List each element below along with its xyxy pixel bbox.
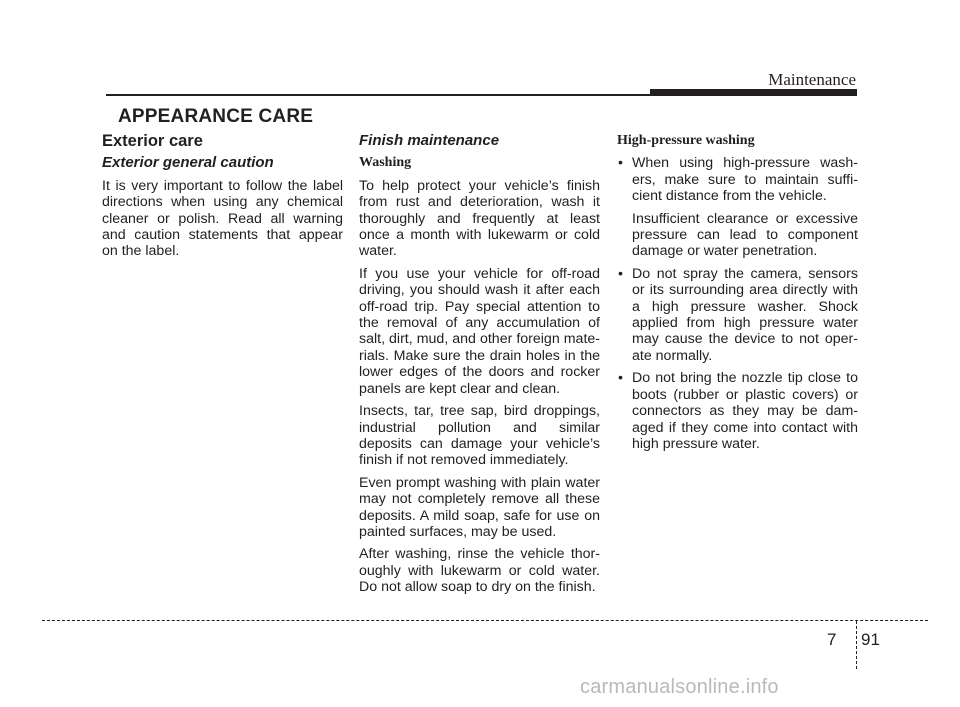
bullet-icon: • — [618, 155, 623, 172]
column-2 — [359, 133, 600, 602]
heading-finish-maintenance: Finish maintenance — [359, 132, 500, 149]
footer-dashed-rule — [42, 620, 928, 621]
bullet-text: When using high-pressure wash-ers, make sure to maintain suffi-cient distance from the vehicle. — [632, 155, 858, 205]
header-rule-thick — [650, 89, 857, 96]
bullet-item — [617, 370, 858, 452]
watermark: carmanualsonline.info — [580, 676, 779, 698]
page-number-divider — [856, 621, 857, 669]
bullet-icon: • — [618, 265, 623, 282]
paragraph: After washing, rinse the vehicle thor-oughly with lukewarm or cold water. Do not allow soap to dry on the finish. — [359, 546, 600, 596]
column-3 — [617, 133, 858, 458]
chapter-title: Maintenance — [768, 70, 856, 89]
bullet-text: Do not bring the nozzle tip close to boots (rubber or plastic covers) or connectors as they may be dam-aged if they come into contact with high pressure water. — [632, 370, 858, 452]
chapter-number: 7 — [827, 630, 837, 649]
bullet-text: Do not spray the camera, sensors or its surrounding area directly with a high pressure washer. Shock applied from high pressure water may cause the device to not oper-ate normally. — [632, 265, 858, 364]
paragraph: To help protect your vehicle’s finish from rust and deterioration, wash it thoroughly and frequently at least once a month with lukewarm or cold water. — [359, 177, 600, 260]
column-1 — [102, 133, 343, 266]
page-number: 91 — [861, 630, 880, 649]
subheading-washing: Washing — [359, 155, 412, 171]
paragraph: Even prompt washing with plain water may not completely remove all these deposits. A mild soap, safe for use on painted surfaces, may be used. — [359, 474, 600, 540]
heading-high-pressure-washing: High-pressure washing — [617, 133, 755, 148]
header-rule-thin — [106, 94, 650, 96]
paragraph: It is very important to follow the label directions when using any chemical cleaner or polish. Read all warning and caution statements that appear on the label. — [102, 177, 343, 260]
heading-exterior-care: Exterior care — [102, 132, 203, 150]
bullet-item — [617, 155, 858, 204]
paragraph: Insects, tar, tree sap, bird droppings, industrial pollution and similar deposits can damage your vehicle’s finish if not removed immediately. — [359, 403, 600, 469]
section-title: APPEARANCE CARE — [118, 106, 314, 127]
bullet-continuation: Insufficient clearance or excessive pressure can lead to component damage or water penetration. — [632, 210, 858, 260]
bullet-item — [617, 266, 858, 364]
subheading-general-caution: Exterior general caution — [102, 154, 274, 172]
paragraph: If you use your vehicle for off-road driving, you should wash it after each off-road trip. Pay special attention to the removal of any accumulation of salt, dirt, mud, and other foreign mate-rials. Make sure the drain holes in the lower edges of the doors and rocker panels are kept clear and clean. — [359, 265, 600, 397]
bullet-icon: • — [618, 370, 623, 387]
